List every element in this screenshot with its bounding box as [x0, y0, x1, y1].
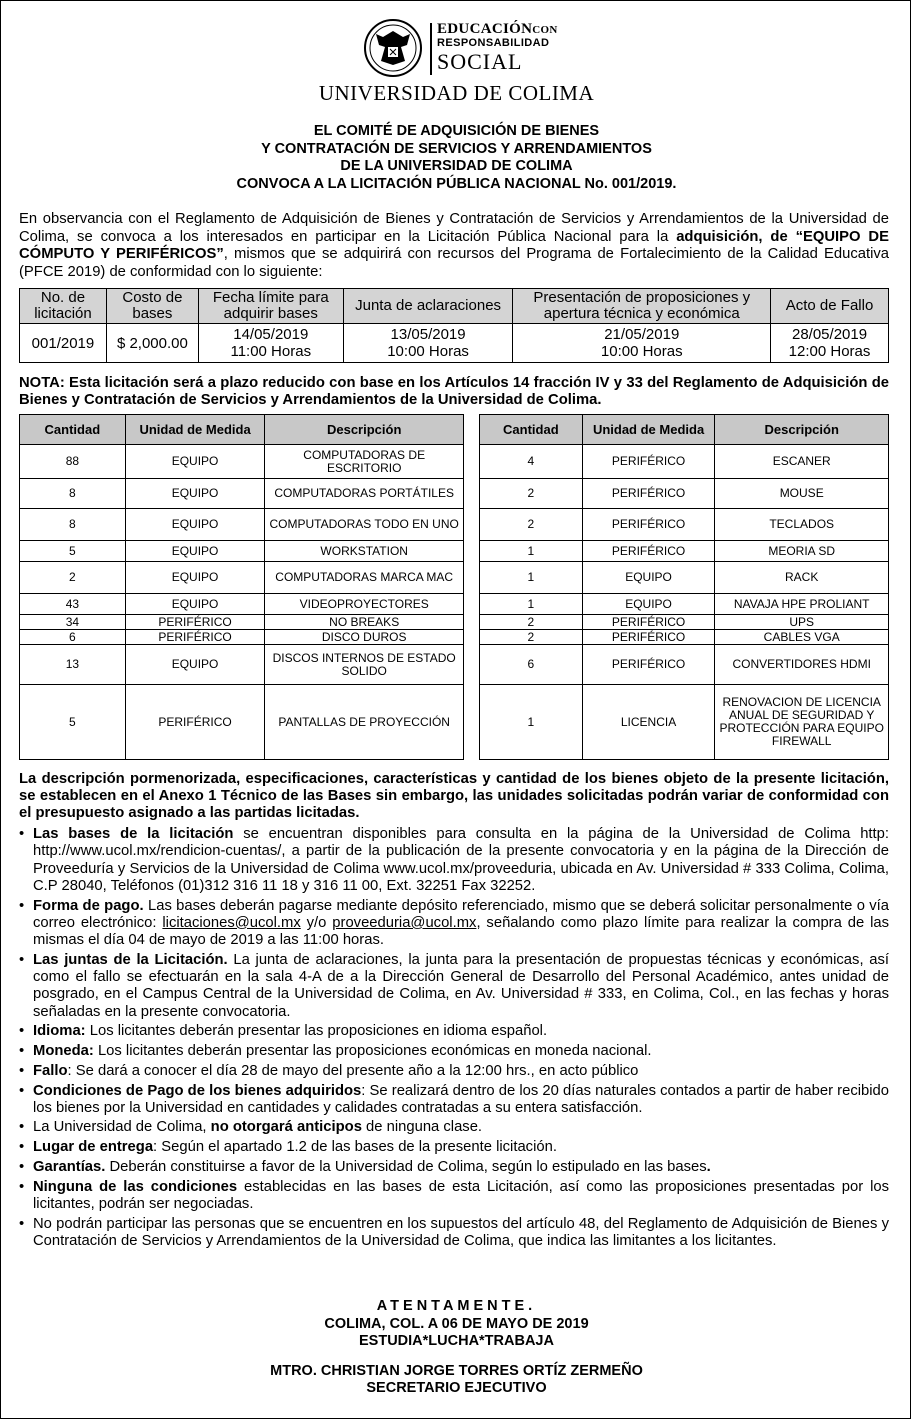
items-header: Descripción	[715, 415, 889, 445]
item-description: COMPUTADORAS TODO EN UNO	[265, 509, 464, 541]
signature-block	[1, 1298, 911, 1398]
logo-divider	[430, 23, 432, 75]
presentation-date: 21/05/2019 10:00 Horas	[513, 324, 771, 363]
email-link-licitaciones[interactable]: licitaciones@ucol.mx	[162, 914, 301, 931]
schedule-header: No. de licitación	[20, 289, 107, 324]
item-unit: EQUIPO	[125, 541, 265, 562]
item-description: COMPUTADORAS PORTÁTILES	[265, 479, 464, 509]
item-quantity: 5	[20, 685, 126, 760]
fallo-date: 28/05/2019 12:00 Horas	[771, 324, 889, 363]
item-unit: EQUIPO	[582, 594, 715, 615]
logo-line-educacion: EDUCACIÓNCON	[437, 21, 558, 37]
intro-paragraph: En observancia con el Reglamento de Adquisición de Bienes y Contratación de Servicios y Arrendamientos de la Universidad de Colima, se convoca a los interesados en participar en la Licitación Pública Nacional para la adquisición, de “EQUIPO DE CÓMPUTO Y PERIFÉRICOS”, mismos que se adquirirá con recursos del Programa de Fortalecimiento de la Calidad Educativa (PFCE 2019) de conformidad con lo siguiente:	[19, 211, 889, 280]
item-unit: EQUIPO	[582, 562, 715, 594]
item-description: UPS	[715, 615, 889, 630]
table-row	[20, 630, 464, 645]
list-item: • Condiciones de Pago de los bienes adquiridos: Se realizará dentro de los 20 días naturales contados a partir de haber recibido los bienes por la Universidad en cantidades y calidades contratadas a su entera satisfacción.	[19, 1083, 889, 1118]
schedule-header: Junta de aclaraciones	[343, 289, 513, 324]
bases-deadline: 14/05/2019 11:00 Horas	[198, 324, 343, 363]
item-quantity: 6	[480, 645, 583, 685]
list-item: • No podrán participar las personas que se encuentren en los supuestos del artículo 48, del Reglamento de Adquisición de Bienes y Contratación de Servicios y Arrendamientos de la Universidad de Colima, que indica las limitantes a los licitantes.	[19, 1216, 889, 1251]
table-row	[480, 685, 889, 760]
items-header-row	[480, 415, 889, 445]
list-item: • Lugar de entrega: Según el apartado 1.2 de las bases de la presente licitación.	[19, 1139, 889, 1156]
item-unit: LICENCIA	[582, 685, 715, 760]
item-quantity: 2	[480, 615, 583, 630]
schedule-row	[20, 324, 889, 363]
item-unit: PERIFÉRICO	[582, 445, 715, 479]
list-item: • Forma de pago. Las bases deberán pagarse mediante depósito referenciado, mismo que se deberá solicitar personalmente o vía correo electrónico: licitaciones@ucol.mx y/o proveeduria@ucol.mx, señalando como plazo límite para realizar la compra de las mismas el día 04 de mayo de 2019 a las 11:00 horas.	[19, 898, 889, 950]
table-row	[20, 594, 464, 615]
item-unit: PERIFÉRICO	[582, 541, 715, 562]
list-item: • Garantías. Deberán constituirse a favor de la Universidad de Colima, según lo estipulado en las bases.	[19, 1159, 889, 1176]
signer-position: SECRETARIO EJECUTIVO	[366, 1380, 547, 1396]
item-quantity: 4	[480, 445, 583, 479]
university-seal-icon	[363, 17, 423, 79]
list-item: • Las juntas de la Licitación. La junta de aclaraciones, la junta para la presentación de propuestas técnicas y económicas, así como el fallo se efectuarán en la sala 4-A de a la Dirección General de Desarrollo del Personal Académico, antes unidad de posgrado, en el Campus Central de la Universidad de Colima, en Av. Universidad # 333, en Colima, Col., en las fechas y horas señaladas en la presente convocatoria.	[19, 952, 889, 1021]
item-unit: EQUIPO	[125, 594, 265, 615]
item-description: RACK	[715, 562, 889, 594]
item-quantity: 1	[480, 541, 583, 562]
item-quantity: 5	[20, 541, 126, 562]
item-unit: PERIFÉRICO	[582, 645, 715, 685]
logo-line-responsabilidad: RESPONSABILIDAD	[437, 37, 550, 49]
item-quantity: 2	[480, 479, 583, 509]
description-note: La descripción pormenorizada, especificaciones, características y cantidad de los bienes objeto de la presente licitación, se establecen en el Anexo 1 Técnico de las Bases sin embargo, las unidades solicitadas podrán variar de conformidad con el presupuesto asignado a las partidas licitadas.	[19, 771, 889, 822]
item-quantity: 2	[480, 630, 583, 645]
items-header-row	[20, 415, 464, 445]
place-date: COLIMA, COL. A 06 DE MAYO DE 2019	[324, 1315, 589, 1332]
item-description: MEORIA SD	[715, 541, 889, 562]
item-description: NAVAJA HPE PROLIANT	[715, 594, 889, 615]
item-description: NO BREAKS	[265, 615, 464, 630]
item-quantity: 1	[480, 562, 583, 594]
item-quantity: 1	[480, 594, 583, 615]
items-header: Cantidad	[20, 415, 126, 445]
list-item: • La Universidad de Colima, no otorgará anticipos de ninguna clase.	[19, 1119, 889, 1136]
table-row	[480, 509, 889, 541]
item-unit: PERIFÉRICO	[125, 685, 265, 760]
schedule-table	[19, 288, 889, 363]
schedule-header: Costo de bases	[106, 289, 198, 324]
list-item: • Moneda: Los licitantes deberán presentar las proposiciones económicas en moneda nacional.	[19, 1043, 889, 1060]
list-item: • Ninguna de las condiciones establecidas en las bases de esta Licitación, así como las proposiciones presentadas por los licitantes, podrán ser negociadas.	[19, 1179, 889, 1214]
table-row	[20, 562, 464, 594]
item-quantity: 8	[20, 479, 126, 509]
item-unit: EQUIPO	[125, 445, 265, 479]
table-row	[480, 479, 889, 509]
schedule-header: Presentación de proposiciones y apertura técnica y económica	[513, 289, 771, 324]
item-quantity: 43	[20, 594, 126, 615]
items-header: Cantidad	[480, 415, 583, 445]
table-row	[20, 509, 464, 541]
email-link-proveeduria[interactable]: proveeduria@ucol.mx	[332, 914, 477, 931]
item-description: MOUSE	[715, 479, 889, 509]
item-unit: PERIFÉRICO	[582, 615, 715, 630]
item-unit: PERIFÉRICO	[582, 509, 715, 541]
item-description: DISCO DUROS	[265, 630, 464, 645]
items-table-right	[479, 414, 889, 760]
logo-line-social: SOCIAL	[437, 49, 523, 74]
junta-date: 13/05/2019 10:00 Horas	[343, 324, 513, 363]
items-header: Descripción	[265, 415, 464, 445]
table-row	[20, 685, 464, 760]
convocatoria-title: EL COMITÉ DE ADQUISICIÓN DE BIENES Y CONTRATACIÓN DE SERVICIOS Y ARRENDAMIENTOS DE LA UNIVERSIDAD DE COLIMA CONVOCA A LA LICITACIÓN PÚBLICA NACIONAL No. 001/2019.	[236, 123, 677, 192]
items-header: Unidad de Medida	[582, 415, 715, 445]
list-item: • Fallo: Se dará a conocer el día 28 de mayo del presente año a la 12:00 hrs., en acto público	[19, 1063, 889, 1080]
table-row	[480, 541, 889, 562]
table-row	[480, 615, 889, 630]
item-description: COMPUTADORAS DE ESCRITORIO	[265, 445, 464, 479]
atentamente: ATENTAMENTE.	[376, 1298, 537, 1314]
item-description: PANTALLAS DE PROYECCIÓN	[265, 685, 464, 760]
table-row	[20, 645, 464, 685]
item-description: CABLES VGA	[715, 630, 889, 645]
table-row	[480, 594, 889, 615]
item-description: TECLADOS	[715, 509, 889, 541]
schedule-header: Acto de Fallo	[771, 289, 889, 324]
table-row	[480, 445, 889, 479]
table-row	[480, 645, 889, 685]
item-unit: EQUIPO	[125, 479, 265, 509]
item-unit: EQUIPO	[125, 509, 265, 541]
item-unit: PERIFÉRICO	[582, 479, 715, 509]
item-quantity: 88	[20, 445, 126, 479]
item-description: CONVERTIDORES HDMI	[715, 645, 889, 685]
item-description: RENOVACION DE LICENCIA ANUAL DE SEGURIDAD Y PROTECCIÓN PARA EQUIPO FIREWALL	[715, 685, 889, 760]
item-quantity: 13	[20, 645, 126, 685]
table-row	[20, 615, 464, 630]
table-row	[20, 541, 464, 562]
item-description: COMPUTADORAS MARCA MAC	[265, 562, 464, 594]
item-unit: EQUIPO	[125, 645, 265, 685]
university-name: UNIVERSIDAD DE COLIMA	[318, 81, 595, 105]
item-quantity: 2	[20, 562, 126, 594]
item-unit: PERIFÉRICO	[582, 630, 715, 645]
nota-paragraph: NOTA: Esta licitación será a plazo reducido con base en los Artículos 14 fracción IV y 33 del Reglamento de Adquisición de Bienes y Contratación de Servicios y Arrendamientos de la Universidad de Colima.	[19, 375, 889, 408]
licitacion-number: 001/2019	[20, 324, 107, 363]
item-quantity: 8	[20, 509, 126, 541]
items-table-left	[19, 414, 464, 760]
conditions-list	[19, 826, 889, 1253]
item-quantity: 6	[20, 630, 126, 645]
item-quantity: 34	[20, 615, 126, 630]
items-header: Unidad de Medida	[125, 415, 265, 445]
list-item: • Las bases de la licitación se encuentran disponibles para consulta en la página de la Universidad de Colima http: http://www.ucol.mx/rendicion-cuentas/, a partir de la publicación de la presente convocatoria y en la página de la Dirección de Proveeduría y Servicios de la Universidad de Colima www.ucol.mx/proveeduria, ubicada en Av. Universidad # 333 Colima, Colima, C.P 28040, Teléfonos (01)312 316 11 18 y 316 11 00, Ext. 32251 Fax 32252.	[19, 826, 889, 895]
schedule-header: Fecha límite para adquirir bases	[198, 289, 343, 324]
list-item: • Idioma: Los licitantes deberán presentar las proposiciones en idioma español.	[19, 1023, 889, 1040]
item-description: DISCOS INTERNOS DE ESTADO SOLIDO	[265, 645, 464, 685]
table-row	[20, 445, 464, 479]
table-row	[480, 630, 889, 645]
table-row	[20, 479, 464, 509]
item-quantity: 2	[480, 509, 583, 541]
item-description: ESCANER	[715, 445, 889, 479]
item-description: VIDEOPROYECTORES	[265, 594, 464, 615]
motto: ESTUDIA*LUCHA*TRABAJA	[359, 1333, 554, 1349]
item-unit: EQUIPO	[125, 562, 265, 594]
item-unit: PERIFÉRICO	[125, 630, 265, 645]
schedule-header-row	[20, 289, 889, 324]
header	[1, 9, 911, 105]
table-row	[480, 562, 889, 594]
item-quantity: 1	[480, 685, 583, 760]
item-description: WORKSTATION	[265, 541, 464, 562]
item-unit: PERIFÉRICO	[125, 615, 265, 630]
bases-cost: $ 2,000.00	[106, 324, 198, 363]
signer-name: MTRO. CHRISTIAN JORGE TORRES ORTÍZ ZERMEÑO	[270, 1362, 643, 1379]
